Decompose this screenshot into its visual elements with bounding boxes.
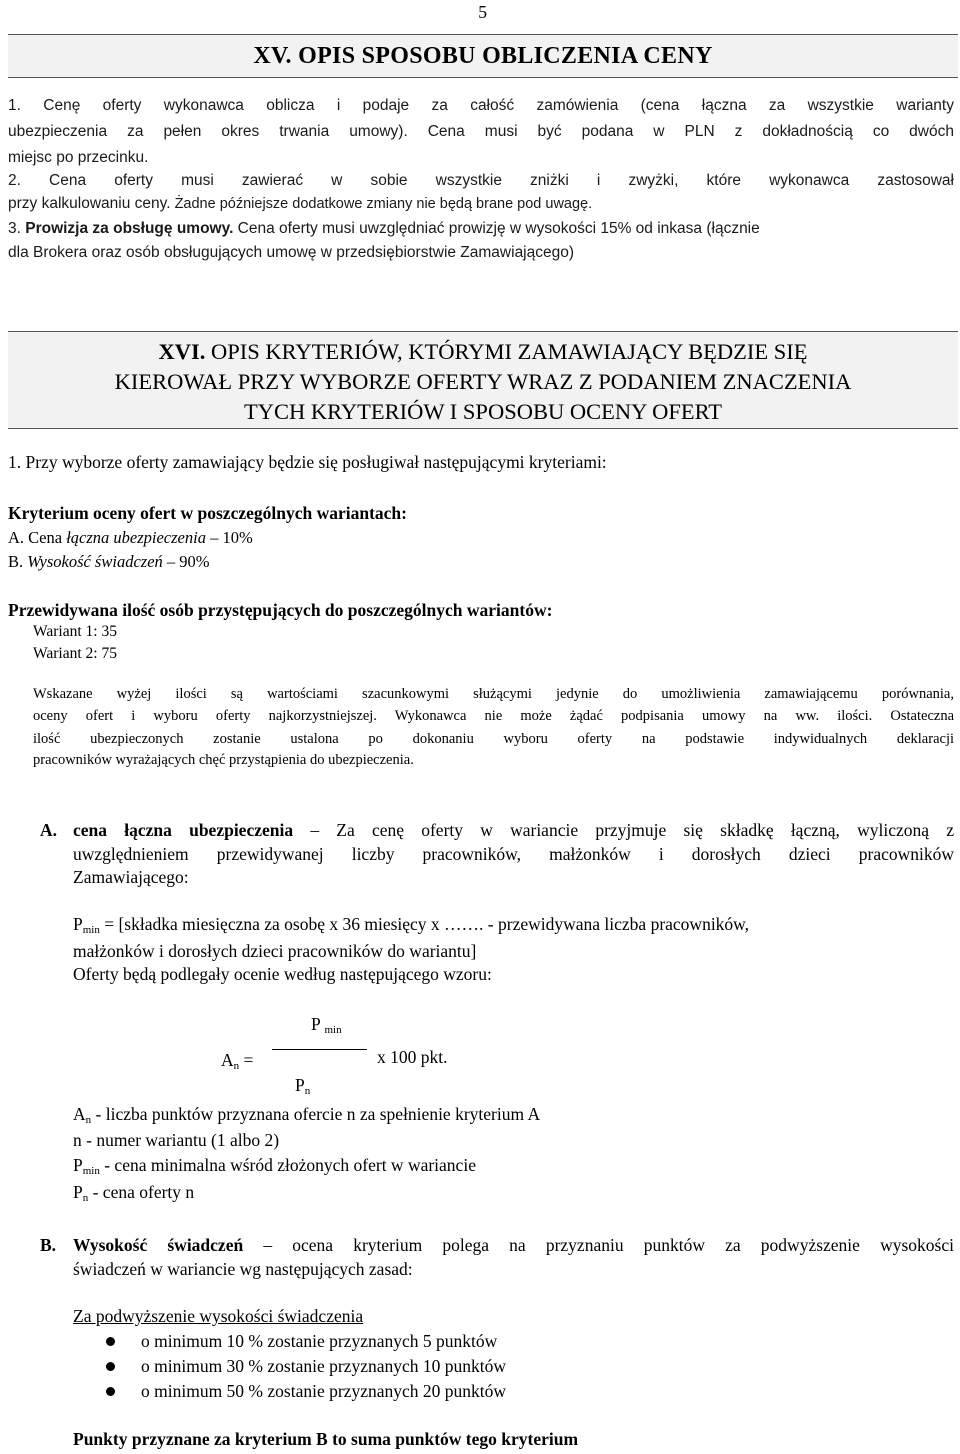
estimate-title: Przewidywana ilość osób przystępujących do poszczególnych wariantów:	[8, 600, 553, 620]
formula-multiplier: x 100 pkt.	[377, 1047, 448, 1067]
s16-p1: 1. Przy wyborze oferty zamawiający będzie się posługiwał następującymi kryteriami:	[8, 452, 607, 472]
def-n: n - numer wariantu (1 albo 2)	[73, 1130, 280, 1150]
variant-1: Wariant 1: 35	[33, 623, 117, 640]
final-note: Punkty przyznane za kryterium B to suma punktów tego kryterium	[73, 1429, 579, 1449]
variant-2: Wariant 2: 75	[33, 645, 117, 662]
formula-fraction-bar	[272, 1049, 367, 1050]
def-an: $A_n$ - liczba punktów przyznana ofercie n za spełnienie kryterium A	[73, 1104, 541, 1126]
bullet-item-3: o minimum 50 % zostanie przyznanych 20 punktów	[141, 1381, 506, 1401]
bullet-item-1: o minimum 10 % zostanie przyznanych 5 punktów	[141, 1331, 498, 1351]
s15-p1-line3: miejsc po przecinku.	[8, 149, 149, 166]
criteria-title: Kryterium oceny ofert w poszczególnych wariantach:	[8, 503, 407, 523]
section-16-heading: XVI. OPIS KRYTERIÓW, KTÓRYMI ZAMAWIAJĄCY BĘDZIE SIĘ KIEROWAŁ PRZY WYBORZE OFERTY WRAZ Z PODANIEM ZNACZENIA TYCH KRYTERIÓW I SPOSOBU OCENY OFERT	[114, 339, 852, 424]
note-line1: Wskazane wyżej ilości są wartościami szacunkowymi służącymi jedynie do umożliwienia zamawiającemu porównania,	[33, 686, 954, 702]
formula-lhs: $A_n$ =	[221, 1050, 254, 1072]
a-line2: uwzględnieniem przewidywanej liczby pracowników, małżonków i dorosłych dzieci pracowników	[73, 844, 954, 864]
note-line4: pracowników wyrażających chęć przystąpienia do ubezpieczenia.	[33, 752, 414, 768]
formula-denominator: $P_n$	[295, 1075, 311, 1097]
bullet-icon	[106, 1362, 115, 1371]
bullet-icon	[106, 1387, 115, 1396]
section-15-heading-band	[8, 34, 958, 78]
bullet-icon	[106, 1337, 115, 1346]
s15-p1-line1: 1. Cenę oferty wykonawca oblicza i podaje za całość zamówienia (cena łączna za wszystkie warianty	[8, 97, 954, 114]
s15-p1-line2: ubezpieczenia za pełen okres trwania umowy). Cena musi być podana w PLN z dokładnością co dwóch	[8, 123, 954, 140]
a-line3: Zamawiającego:	[73, 867, 189, 887]
b-line2: świadczeń w wariancie wg następujących zasad:	[73, 1259, 413, 1279]
criterion-a: A. Cena łączna ubezpieczenia – 10%	[8, 528, 253, 547]
s15-p3-line1: 3. Prowizja za obsługę umowy. Cena oferty musi uwzględniać prowizję w wysokości 15% od inkasa (łącznie	[8, 220, 760, 237]
page-number: 5	[478, 2, 487, 22]
b-label: B.	[40, 1235, 57, 1255]
criterion-b: B. Wysokość świadczeń – 90%	[8, 552, 210, 571]
section-15-heading: XV. OPIS SPOSOBU OBLICZENIA CENY	[253, 43, 713, 69]
formula-intro: Oferty będą podlegały ocenie według następującego wzoru:	[73, 964, 492, 984]
def-pn: $P_n$ - cena oferty n	[73, 1182, 195, 1204]
note-line2: oceny ofert i wyboru oferty najkorzystniejszej. Wykonawca nie może żądać podpisania umowy na ww. ilości. Ostateczna	[33, 708, 954, 724]
a-label: A.	[40, 820, 58, 840]
note-line3: ilość ubezpieczonych zostanie ustalona po dokonaniu wyboru oferty na podstawie indywidualnych deklaracji	[33, 731, 954, 747]
s15-p3-line2: dla Brokera oraz osób obsługujących umowę w przedsiębiorstwie Zamawiającego)	[8, 244, 575, 261]
s15-p2-line2: przy kalkulowaniu ceny. Żadne późniejsze dodatkowe zmiany nie będą brane pod uwagę.	[8, 195, 593, 212]
formula-numerator: P $_{min}$	[311, 1014, 342, 1036]
bullet-item-2: o minimum 30 % zostanie przyznanych 10 punktów	[141, 1356, 506, 1376]
pmin-line2: małżonków i dorosłych dzieci pracowników do wariantu]	[73, 941, 477, 961]
s15-p2-line1: 2. Cena oferty musi zawierać w sobie wszystkie zniżki i zwyżki, które wykonawca zastosował	[8, 172, 954, 189]
b-underline-heading: Za podwyższenie wysokości świadczenia	[73, 1306, 364, 1326]
def-pmin: $P_{min}$ - cena minimalna wśród złożonych ofert w wariancie	[73, 1155, 476, 1177]
a-line1: cena łączna ubezpieczenia – Za cenę oferty w wariancie przyjmuje się składkę łączną, wyliczoną z	[73, 820, 954, 840]
b-line1: Wysokość świadczeń – ocena kryterium polega na przyznaniu punktów za podwyższenie wysokości	[73, 1235, 954, 1255]
pmin-line1: $P_{min}$ = [składka miesięczna za osobę x 36 miesięcy x ……. - przewidywana liczba pracowników,	[73, 914, 750, 936]
section-16-heading-band	[8, 331, 958, 429]
